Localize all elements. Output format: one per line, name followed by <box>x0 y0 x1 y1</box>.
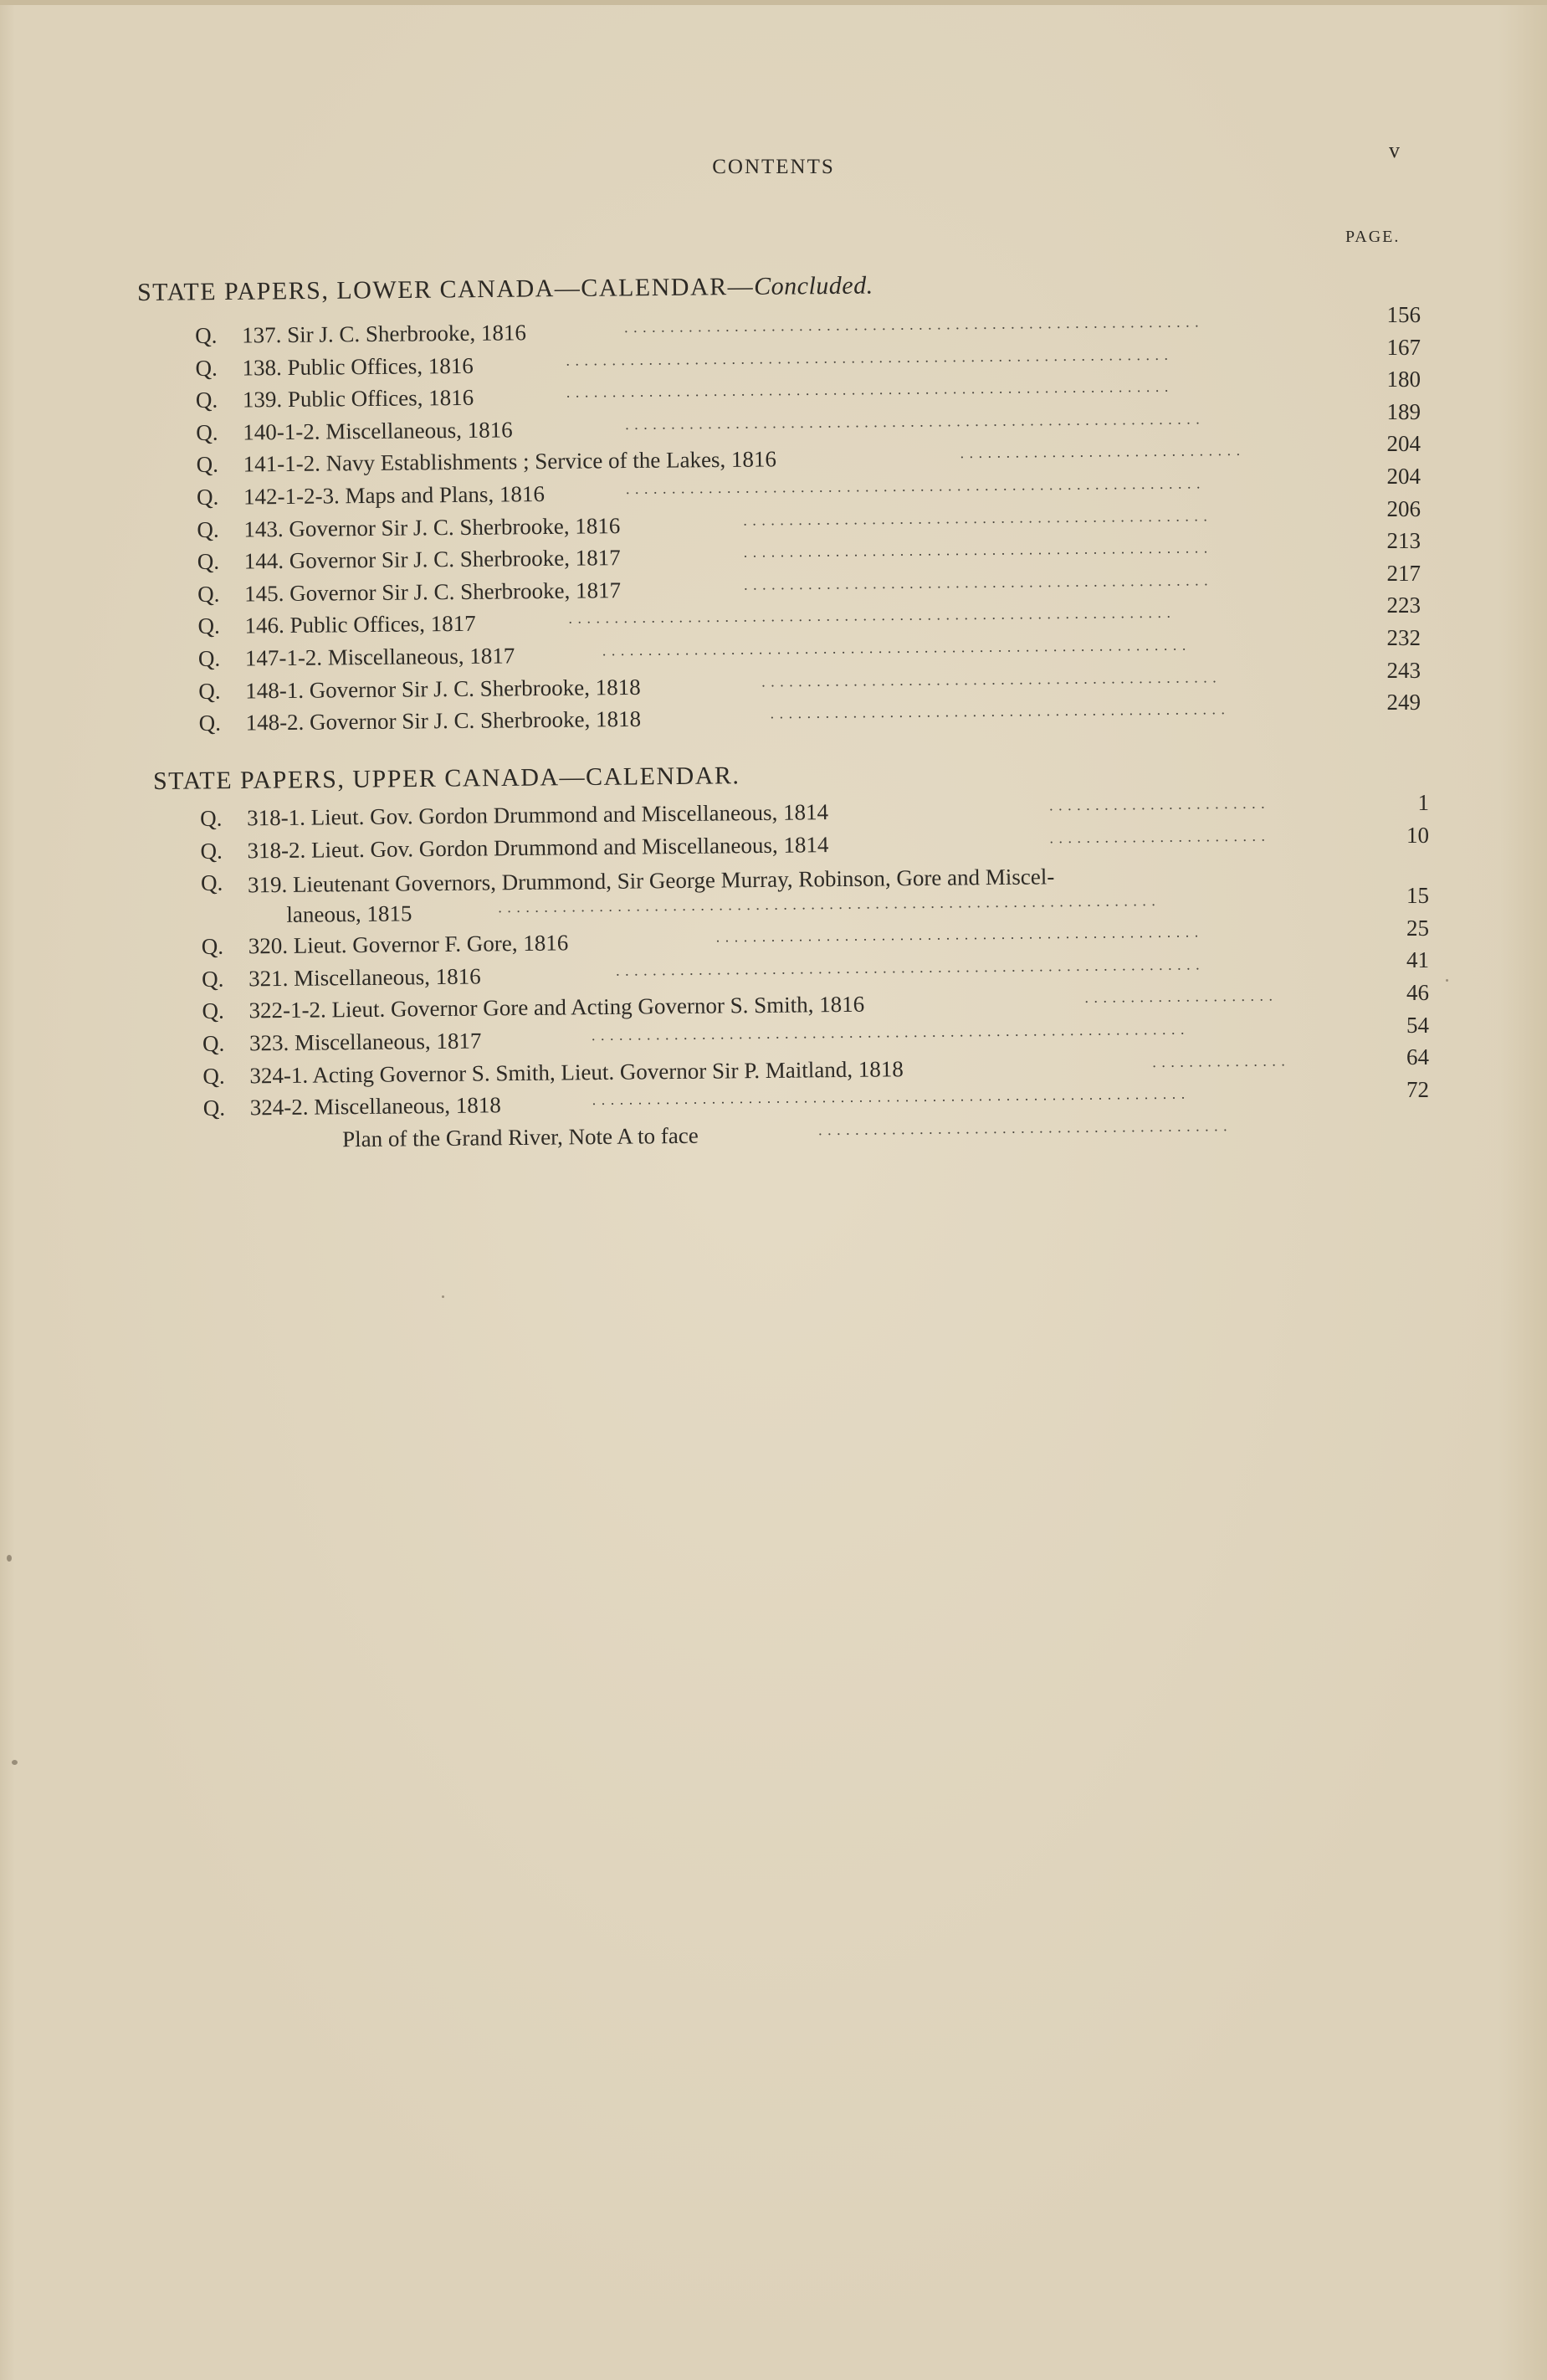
page-number: 10 <box>1406 822 1429 848</box>
page-number: 46 <box>1406 979 1429 1005</box>
entry-title: 140-1-2. Miscellaneous, 1816 <box>243 417 513 445</box>
dot-leader: . . . . . . . . . . . . . . . . . . . . . . . . . . . . . . . . . . . . . . . . . . . . . . . . . . . . . . . . . . . . . . . . . . <box>566 346 1170 369</box>
entry-title: 322-1-2. Lieut. Governor Gore and Acting Governor S. Smith, 1816 <box>248 992 865 1023</box>
page-numbers-upper-canada <box>1362 787 1429 1105</box>
entry-title: 321. Miscellaneous, 1816 <box>248 963 481 992</box>
entry-title: 148-2. Governor Sir J. C. Sherbrooke, 1818 <box>245 706 642 736</box>
page-number: 204 <box>1386 463 1421 489</box>
toc-list-upper-canada <box>200 792 1337 1159</box>
section-heading-suffix: Concluded. <box>754 271 873 300</box>
page-number: 232 <box>1386 624 1421 650</box>
entry-prefix: Q. <box>200 805 223 831</box>
dot-leader: . . . . . . . . . . . . . . . . . . . . . . . . . . . . . . . . . . . . . . . . . . . . . . . . . . . . . . . . . . . . . . . . . . <box>568 604 1171 628</box>
entry-prefix: Q. <box>200 838 223 864</box>
dot-leader: . . . . . . . . . . . . . . . <box>1152 1051 1286 1070</box>
entry-prefix: Q. <box>201 933 224 960</box>
section-heading-lower-canada <box>137 272 873 307</box>
section-heading-upper-canada: STATE PAPERS, UPPER CANADA—CALENDAR. <box>152 762 740 795</box>
entry-title: 144. Governor Sir J. C. Sherbrooke, 1817 <box>243 545 621 574</box>
entry-prefix: Q. <box>196 452 219 478</box>
entry-title: 146. Public Offices, 1817 <box>244 611 476 639</box>
entry-title: 137. Sir J. C. Sherbrooke, 1816 <box>242 320 527 348</box>
entry-prefix: Q. <box>197 645 221 671</box>
entry-title: 138. Public Offices, 1816 <box>242 352 474 381</box>
entry-prefix: Q. <box>202 1063 225 1089</box>
entry-prefix: Q. <box>195 387 218 413</box>
entry-title: 324-2. Miscellaneous, 1818 <box>249 1092 501 1121</box>
dot-leader: . . . . . . . . . . . . . . . . . . . . . . . . . . . . . . . . . . . . . . . . . . . . . . . . . . . <box>743 539 1209 561</box>
page-number: 72 <box>1406 1076 1429 1102</box>
paper-speck <box>442 1295 444 1298</box>
entry-title-line: 319. Lieutenant Governors, Drummond, Sir George Murray, Robinson, Gore and Miscel- <box>247 864 1055 898</box>
dot-leader: . . . . . . . . . . . . . . . . . . . . . . . . . . . . . . . . . . . . . . . . . . . . . . . . . . . . . . . . . . . . . . . . . <box>592 1085 1186 1109</box>
entry-title: 142-1-2-3. Maps and Plans, 1816 <box>243 480 546 510</box>
entry-title: 141-1-2. Navy Establishments ; Service of the Lakes, 1816 <box>243 446 777 477</box>
page-number: 25 <box>1406 915 1429 941</box>
page-top-edge <box>0 0 1547 5</box>
page-number: 213 <box>1386 528 1421 554</box>
page-number: 156 <box>1386 302 1421 327</box>
paper-speck <box>7 1555 12 1562</box>
dot-leader: . . . . . . . . . . . . . . . . . . . . . . . . . . . . . . . . . . . . . . . . . . . . . . . . . . . . . <box>715 923 1200 946</box>
entry-title: 318-1. Lieut. Gov. Gordon Drummond and Miscellaneous, 1814 <box>247 799 829 831</box>
dot-leader: . . . . . . . . . . . . . . . . . . . . . . . . . . . . . . . . . . . . . . . . . . . . . . . . . . . . . . . . . . . . . . . . . . . . . . . . <box>498 892 1156 916</box>
dot-leader: . . . . . . . . . . . . . . . . . . . . . . . . . . . . . . . . . . . . . . . . . . . . . . . . . . <box>761 668 1217 690</box>
entry-title: 139. Public Offices, 1816 <box>242 384 474 413</box>
dot-leader: . . . . . . . . . . . . . . . . . . . . . . . . . . . . . . . . . . . . . . . . . . . . . . . . . . . . . . . . . . . . . . . . <box>602 636 1187 659</box>
entry-prefix: Q. <box>202 966 224 992</box>
entry-prefix: Q. <box>195 355 218 381</box>
entry-title: 148-1. Governor Sir J. C. Sherbrooke, 1818 <box>245 674 641 703</box>
toc-list-lower-canada <box>195 310 1323 741</box>
running-title: CONTENTS <box>712 156 835 178</box>
page-number: 167 <box>1386 334 1421 360</box>
dot-leader: . . . . . . . . . . . . . . . . . . . . . . . . <box>1049 827 1267 846</box>
entry-title: 324-1. Acting Governor S. Smith, Lieut. Governor Sir P. Maitland, 1818 <box>249 1055 904 1088</box>
page-number: 54 <box>1406 1012 1429 1038</box>
page-column-label: PAGE. <box>1345 228 1401 246</box>
dot-leader: . . . . . . . . . . . . . . . . . . . . . . . . . . . . . . . . . . . . . . . . . . . . . . . . . . . . . . . . . . . . . . . <box>623 313 1200 336</box>
entry-prefix: Q. <box>196 484 219 510</box>
page-folio: v <box>1389 138 1401 162</box>
dot-leader: . . . . . . . . . . . . . . . . . . . . . . . . . . . . . . . . . . . . . . . . . . . . . . . . . . . . . . . . . . . . . . . . . . <box>566 378 1170 401</box>
paper-speck <box>12 1760 18 1765</box>
entry-title: 147-1-2. Miscellaneous, 1817 <box>244 643 515 671</box>
page-number: 206 <box>1386 495 1421 521</box>
paper-speck <box>1446 979 1448 982</box>
entry-prefix: Q. <box>198 678 221 704</box>
entry-prefix: Q. <box>202 1030 225 1056</box>
section-heading-text: STATE PAPERS, LOWER CANADA—CALENDAR— <box>136 272 755 306</box>
dot-leader: . . . . . . . . . . . . . . . . . . . . . . . . . . . . . . . . . . . . . . . . . . . . . . . . . . <box>770 700 1227 722</box>
entry-title: 143. Governor Sir J. C. Sherbrooke, 1816 <box>243 512 621 542</box>
page-number: 1 <box>1417 790 1429 815</box>
entry-title: 323. Miscellaneous, 1817 <box>248 1028 482 1056</box>
page-number: 249 <box>1386 690 1421 716</box>
dot-leader: . . . . . . . . . . . . . . . . . . . . . . . . . . . . . . . . . . . . . . . . . . . . . . . . . . . . . . . . . . . . . . . <box>625 474 1201 498</box>
entry-title: 320. Lieut. Governor F. Gore, 1816 <box>248 930 569 959</box>
entry-prefix: Q. <box>196 419 218 445</box>
entry-prefix: Q. <box>200 869 223 896</box>
dot-leader: . . . . . . . . . . . . . . . . . . . . . . . . . . . . . . . . . . . . . . . . . . . . . . . . . . . . . . . . . . . . . . . <box>625 410 1201 433</box>
entry-prefix: Q. <box>198 710 222 736</box>
page-number: 243 <box>1386 657 1421 683</box>
entry-prefix: Q. <box>195 322 218 348</box>
dot-leader: . . . . . . . . . . . . . . . . . . . . . . . . . . . . . . . . . . . . . . . . . . . . . . . . . . . <box>743 506 1208 529</box>
page-number: 64 <box>1406 1044 1429 1070</box>
dot-leader: . . . . . . . . . . . . . . . . . . . . . . . . . . . . . . . . . . . . . . . . . . . . . <box>818 1116 1228 1139</box>
entry-prefix: Q. <box>197 581 220 607</box>
toc-entry <box>201 857 1335 932</box>
page-numbers-lower-canada <box>1354 299 1421 719</box>
dot-leader: . . . . . . . . . . . . . . . . . . . . . . . . . . . . . . . <box>960 442 1242 462</box>
entry-prefix: Q. <box>202 1095 226 1121</box>
entry-title: 145. Governor Sir J. C. Sherbrooke, 1817 <box>243 577 622 607</box>
page-number: 204 <box>1386 431 1421 457</box>
page-number: 223 <box>1386 592 1421 618</box>
entry-prefix: Q. <box>197 548 220 575</box>
entry-title: 318-2. Lieut. Gov. Gordon Drummond and Miscellaneous, 1814 <box>247 831 829 864</box>
dot-leader: . . . . . . . . . . . . . . . . . . . . . . . . . . . . . . . . . . . . . . . . . . . . . . . . . . . <box>743 572 1209 593</box>
entry-prefix: Q. <box>197 613 220 639</box>
dot-leader: . . . . . . . . . . . . . . . . . . . . . . . . . . . . . . . . . . . . . . . . . . . . . . . . . . . . . . . . . . . . . . . . . <box>591 1020 1186 1044</box>
page-number: 180 <box>1386 367 1421 392</box>
entry-title: Plan of the Grand River, Note A to face <box>342 1122 699 1152</box>
dot-leader: . . . . . . . . . . . . . . . . . . . . . <box>1084 987 1274 1007</box>
entry-prefix: Q. <box>202 998 224 1024</box>
page-number: 189 <box>1386 398 1421 424</box>
page-number: 217 <box>1386 560 1421 586</box>
entry-title-continuation: laneous, 1815 <box>286 900 412 928</box>
page-number: 41 <box>1406 947 1429 973</box>
page-number: 15 <box>1406 883 1429 909</box>
entry-prefix: Q. <box>197 516 219 542</box>
dot-leader: . . . . . . . . . . . . . . . . . . . . . . . . . . . . . . . . . . . . . . . . . . . . . . . . . . . . . . . . . . . . . . . . <box>616 956 1201 979</box>
dot-leader: . . . . . . . . . . . . . . . . . . . . . . . . <box>1048 794 1266 814</box>
